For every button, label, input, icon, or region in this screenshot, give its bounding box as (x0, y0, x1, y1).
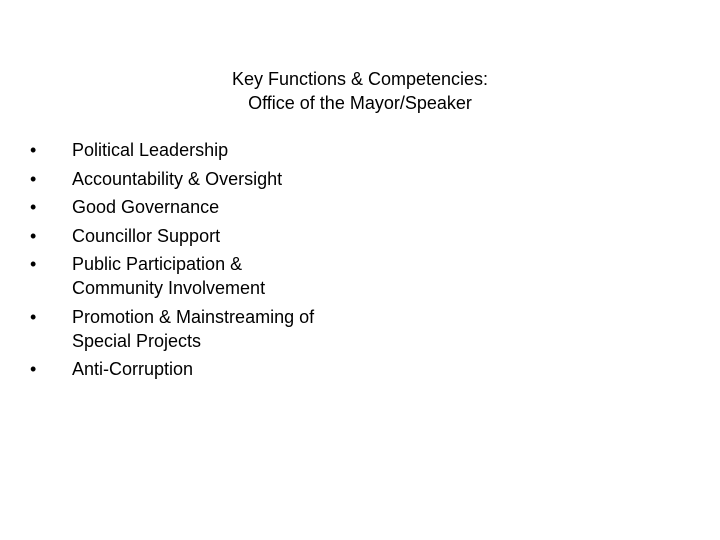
bullet-dot-icon: • (30, 254, 37, 274)
list-item-political-leadership (22, 138, 442, 162)
bullet-dot-icon: • (30, 306, 37, 327)
title-line-2: Office of the Mayor/Speaker (248, 93, 472, 113)
list-item-public-participation (22, 252, 312, 300)
bullet-dot-icon: • (30, 359, 37, 379)
title-line-1: Key Functions & Competencies: (231, 69, 489, 89)
list-item-label: Political Leadership (72, 140, 229, 160)
list-item-label: Accountability & Oversight (72, 168, 283, 189)
list-item-label: Public Participation & Community Involvement (72, 254, 266, 298)
bullet-dot-icon: • (30, 225, 37, 246)
list-item-anti-corruption (22, 357, 442, 381)
bullet-list (22, 138, 442, 386)
bullet-dot-icon: • (30, 140, 37, 160)
list-item-councillor-support (22, 224, 442, 248)
bullet-dot-icon: • (30, 197, 37, 217)
slide-title (140, 67, 580, 115)
list-item-good-governance (22, 195, 442, 219)
list-item-label: Anti-Corruption (72, 359, 194, 379)
list-item-label: Good Governance (72, 197, 220, 217)
list-item-promotion-mainstreaming (22, 305, 372, 353)
list-item-label: Councillor Support (72, 225, 221, 246)
list-item-accountability-oversight (22, 167, 442, 191)
bullet-dot-icon: • (30, 168, 37, 189)
list-item-label: Promotion & Mainstreaming of Special Projects (72, 306, 315, 351)
